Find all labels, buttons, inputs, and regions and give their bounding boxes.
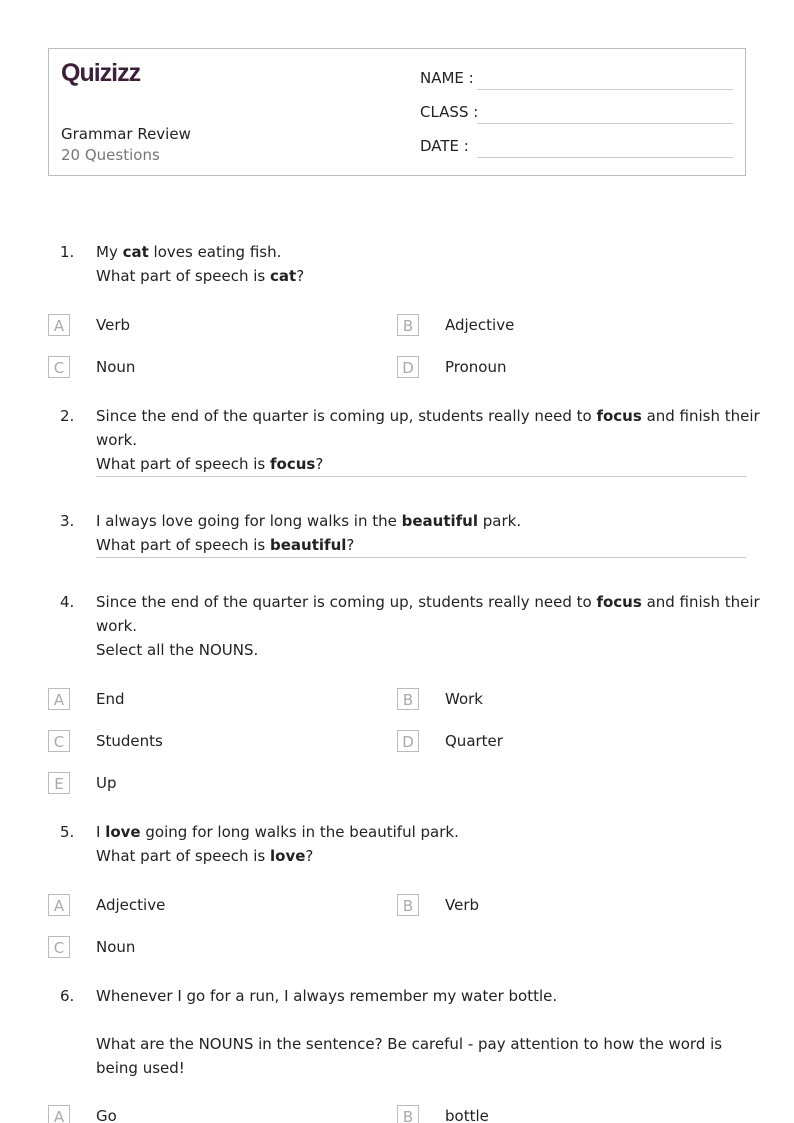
question-number: 3. bbox=[60, 512, 75, 530]
keyword: focus bbox=[270, 455, 316, 473]
text-segment: Select all the NOUNS. bbox=[96, 641, 259, 659]
question-count: 20 Questions bbox=[61, 146, 160, 164]
text-segment: What part of speech is bbox=[96, 455, 271, 473]
option-text[interactable]: Up bbox=[96, 774, 117, 792]
question-text-line bbox=[96, 1032, 722, 1056]
answer-line[interactable] bbox=[96, 476, 746, 477]
worksheet-header bbox=[48, 48, 746, 176]
option-letter-box[interactable]: B bbox=[397, 314, 419, 336]
text-segment: ? bbox=[296, 267, 305, 285]
option-text[interactable]: Verb bbox=[445, 896, 480, 914]
option-text[interactable]: Noun bbox=[96, 938, 136, 956]
text-segment: going for long walks in the beautiful park. bbox=[140, 823, 459, 841]
keyword: focus bbox=[596, 407, 642, 425]
option-letter-box[interactable]: C bbox=[48, 730, 70, 752]
keyword: beautiful bbox=[270, 536, 347, 554]
text-segment: work. bbox=[96, 617, 138, 635]
text-segment: ? bbox=[346, 536, 355, 554]
date-label: DATE : bbox=[420, 137, 469, 155]
text-segment: Since the end of the quarter is coming up, students really need to bbox=[96, 407, 597, 425]
question-number: 6. bbox=[60, 987, 75, 1005]
question-text-line bbox=[96, 590, 760, 614]
text-segment: What part of speech is bbox=[96, 847, 271, 865]
option-text[interactable]: Go bbox=[96, 1107, 117, 1123]
question-number: 2. bbox=[60, 407, 75, 425]
text-segment: ? bbox=[305, 847, 314, 865]
option-letter-box[interactable]: A bbox=[48, 1105, 70, 1123]
name-label: NAME : bbox=[420, 69, 474, 87]
text-segment: Whenever I go for a run, I always remember my water bottle. bbox=[96, 987, 558, 1005]
text-segment: and finish their bbox=[641, 593, 760, 611]
option-text[interactable]: Work bbox=[445, 690, 483, 708]
option-text[interactable]: bottle bbox=[445, 1107, 489, 1123]
text-segment: and finish their bbox=[641, 407, 760, 425]
date-field[interactable] bbox=[477, 157, 733, 158]
question-text-line bbox=[96, 452, 323, 476]
question-text-line bbox=[96, 240, 281, 264]
option-letter-box[interactable]: C bbox=[48, 936, 70, 958]
class-label: CLASS : bbox=[420, 103, 479, 121]
option-text[interactable]: Adjective bbox=[445, 316, 515, 334]
question-text-line bbox=[96, 638, 258, 662]
text-segment: My bbox=[96, 243, 123, 261]
question-number: 1. bbox=[60, 243, 75, 261]
option-letter-box[interactable]: B bbox=[397, 894, 419, 916]
class-field[interactable] bbox=[477, 123, 733, 124]
keyword: focus bbox=[596, 593, 642, 611]
text-segment: park. bbox=[478, 512, 522, 530]
text-segment: I bbox=[96, 823, 106, 841]
keyword: cat bbox=[270, 267, 297, 285]
text-segment: What are the NOUNS in the sentence? Be careful - pay attention to how the word is bbox=[96, 1035, 723, 1053]
answer-line[interactable] bbox=[96, 557, 746, 558]
option-letter-box[interactable]: A bbox=[48, 894, 70, 916]
option-letter-box[interactable]: D bbox=[397, 730, 419, 752]
question-number: 4. bbox=[60, 593, 75, 611]
question-number: 5. bbox=[60, 823, 75, 841]
option-text[interactable]: End bbox=[96, 690, 125, 708]
option-letter-box[interactable]: C bbox=[48, 356, 70, 378]
text-segment: loves eating fish. bbox=[148, 243, 282, 261]
question-text-line bbox=[96, 820, 459, 844]
text-segment: What part of speech is bbox=[96, 536, 271, 554]
name-field[interactable] bbox=[477, 89, 733, 90]
option-letter-box[interactable]: E bbox=[48, 772, 70, 794]
option-text[interactable]: Adjective bbox=[96, 896, 166, 914]
text-segment: being used! bbox=[96, 1059, 185, 1077]
question-text-line bbox=[96, 614, 137, 638]
question-text-line bbox=[96, 844, 313, 868]
text-segment: work. bbox=[96, 431, 138, 449]
question-text-line bbox=[96, 509, 521, 533]
option-text[interactable]: Quarter bbox=[445, 732, 503, 750]
keyword: beautiful bbox=[401, 512, 478, 530]
question-text-line bbox=[96, 1056, 185, 1080]
keyword: cat bbox=[122, 243, 149, 261]
quizizz-logo: Quizizz bbox=[61, 59, 141, 87]
option-text[interactable]: Verb bbox=[96, 316, 131, 334]
option-letter-box[interactable]: D bbox=[397, 356, 419, 378]
text-segment: Since the end of the quarter is coming up, students really need to bbox=[96, 593, 597, 611]
option-text[interactable]: Students bbox=[96, 732, 163, 750]
keyword: love bbox=[105, 823, 141, 841]
text-segment: I always love going for long walks in the bbox=[96, 512, 402, 530]
question-text-line bbox=[96, 404, 760, 428]
option-letter-box[interactable]: A bbox=[48, 688, 70, 710]
option-letter-box[interactable]: B bbox=[397, 1105, 419, 1123]
text-segment: What part of speech is bbox=[96, 267, 271, 285]
question-text-line bbox=[96, 428, 137, 452]
option-text[interactable]: Noun bbox=[96, 358, 136, 376]
option-text[interactable]: Pronoun bbox=[445, 358, 507, 376]
option-letter-box[interactable]: A bbox=[48, 314, 70, 336]
question-text-line bbox=[96, 533, 354, 557]
text-segment: ? bbox=[315, 455, 324, 473]
question-text-line bbox=[96, 984, 557, 1008]
worksheet-title: Grammar Review bbox=[61, 125, 191, 143]
option-letter-box[interactable]: B bbox=[397, 688, 419, 710]
question-text-line bbox=[96, 264, 304, 288]
keyword: love bbox=[270, 847, 306, 865]
